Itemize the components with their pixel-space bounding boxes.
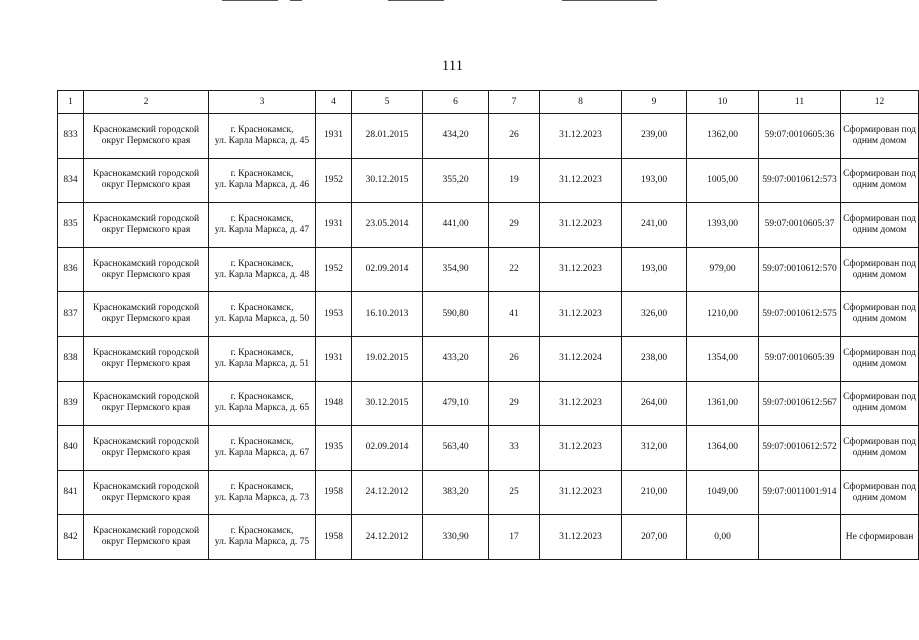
row-number-cell: 834: [58, 158, 84, 203]
address-city: г. Краснокамск,: [230, 169, 294, 180]
address-cell: [209, 515, 316, 560]
cadastral-number-cell: 59:07:0011001:914: [759, 470, 841, 515]
scan-artifact-line: [222, 0, 278, 1]
address-cell: [209, 114, 316, 159]
address-cell: [209, 336, 316, 381]
count-cell: 29: [489, 381, 540, 426]
address-cell: [209, 158, 316, 203]
table-row: [58, 203, 919, 248]
count-cell: 17: [489, 515, 540, 560]
row-number-cell: 840: [58, 426, 84, 471]
value-cell: 238,00: [622, 336, 687, 381]
value-cell: 312,00: [622, 426, 687, 471]
address-cell: [209, 247, 316, 292]
date-cell: 19.02.2015: [352, 336, 423, 381]
row-number-cell: 836: [58, 247, 84, 292]
table-row: [58, 470, 919, 515]
value-cell: 0,00: [687, 515, 759, 560]
date-cell: 02.09.2014: [352, 426, 423, 471]
row-number-cell: 835: [58, 203, 84, 248]
year-built-cell: 1935: [316, 426, 352, 471]
deadline-cell: 31.12.2023: [540, 247, 622, 292]
value-cell: 326,00: [622, 292, 687, 337]
date-cell: 30.12.2015: [352, 381, 423, 426]
cadastral-number-cell: 59:07:0010605:36: [759, 114, 841, 159]
address-cell: [209, 203, 316, 248]
deadline-cell: 31.12.2024: [540, 336, 622, 381]
table-row: [58, 426, 919, 471]
cadastral-number-cell: 59:07:0010612:570: [759, 247, 841, 292]
date-cell: 02.09.2014: [352, 247, 423, 292]
table-header-row: [58, 91, 919, 114]
value-cell: 210,00: [622, 470, 687, 515]
column-header-5: 5: [352, 91, 423, 114]
address-city: г. Краснокамск,: [230, 124, 294, 135]
deadline-cell: 31.12.2023: [540, 203, 622, 248]
count-cell: 33: [489, 426, 540, 471]
column-header-10: 10: [687, 91, 759, 114]
year-built-cell: 1958: [316, 515, 352, 560]
value-cell: 1210,00: [687, 292, 759, 337]
address-city: г. Краснокамск,: [230, 526, 294, 537]
address-cell: [209, 381, 316, 426]
scan-artifact-line: [562, 0, 657, 1]
cadastral-number-cell: 59:07:0010612:575: [759, 292, 841, 337]
registry-table: [57, 90, 919, 560]
organization-cell: Краснокамский городской округ Пермского края: [84, 247, 209, 292]
table-row: [58, 336, 919, 381]
value-cell: 264,00: [622, 381, 687, 426]
cadastral-number-cell: 59:07:0010605:37: [759, 203, 841, 248]
status-cell: Сформирован под одним домом: [841, 381, 919, 426]
date-cell: 16.10.2013: [352, 292, 423, 337]
address-city: г. Краснокамск,: [230, 481, 294, 492]
address-street: ул. Карла Маркса, д. 50: [214, 314, 310, 325]
area-cell: 434,20: [423, 114, 489, 159]
value-cell: 239,00: [622, 114, 687, 159]
column-header-2: 2: [84, 91, 209, 114]
organization-cell: Краснокамский городской округ Пермского края: [84, 515, 209, 560]
table-body: [58, 114, 919, 560]
year-built-cell: 1931: [316, 114, 352, 159]
deadline-cell: 31.12.2023: [540, 381, 622, 426]
address-city: г. Краснокамск,: [230, 392, 294, 403]
area-cell: 383,20: [423, 470, 489, 515]
address-street: ул. Карла Маркса, д. 65: [214, 403, 310, 414]
scan-artifact-line: [388, 0, 444, 1]
area-cell: 590,80: [423, 292, 489, 337]
value-cell: 207,00: [622, 515, 687, 560]
date-cell: 24.12.2012: [352, 470, 423, 515]
value-cell: 193,00: [622, 247, 687, 292]
count-cell: 29: [489, 203, 540, 248]
count-cell: 26: [489, 336, 540, 381]
area-cell: 563,40: [423, 426, 489, 471]
year-built-cell: 1953: [316, 292, 352, 337]
column-header-7: 7: [489, 91, 540, 114]
year-built-cell: 1931: [316, 203, 352, 248]
value-cell: 979,00: [687, 247, 759, 292]
address-street: ул. Карла Маркса, д. 51: [214, 358, 310, 369]
year-built-cell: 1952: [316, 247, 352, 292]
value-cell: 1393,00: [687, 203, 759, 248]
table-row: [58, 158, 919, 203]
address-cell: [209, 292, 316, 337]
column-header-3: 3: [209, 91, 316, 114]
year-built-cell: 1958: [316, 470, 352, 515]
deadline-cell: 31.12.2023: [540, 158, 622, 203]
address-city: г. Краснокамск,: [230, 436, 294, 447]
value-cell: 241,00: [622, 203, 687, 248]
status-cell: Сформирован под одним домом: [841, 114, 919, 159]
organization-cell: Краснокамский городской округ Пермского края: [84, 470, 209, 515]
table-row: [58, 381, 919, 426]
organization-cell: Краснокамский городской округ Пермского края: [84, 336, 209, 381]
column-header-1: 1: [58, 91, 84, 114]
cadastral-number-cell: 59:07:0010605:39: [759, 336, 841, 381]
value-cell: 193,00: [622, 158, 687, 203]
value-cell: 1361,00: [687, 381, 759, 426]
date-cell: 28.01.2015: [352, 114, 423, 159]
status-cell: Сформирован под одним домом: [841, 426, 919, 471]
deadline-cell: 31.12.2023: [540, 426, 622, 471]
status-cell: Сформирован под одним домом: [841, 247, 919, 292]
date-cell: 24.12.2012: [352, 515, 423, 560]
table-row: [58, 114, 919, 159]
count-cell: 19: [489, 158, 540, 203]
row-number-cell: 837: [58, 292, 84, 337]
organization-cell: Краснокамский городской округ Пермского края: [84, 292, 209, 337]
value-cell: 1362,00: [687, 114, 759, 159]
organization-cell: Краснокамский городской округ Пермского края: [84, 203, 209, 248]
table-row: [58, 515, 919, 560]
date-cell: 23.05.2014: [352, 203, 423, 248]
deadline-cell: 31.12.2023: [540, 470, 622, 515]
organization-cell: Краснокамский городской округ Пермского края: [84, 426, 209, 471]
deadline-cell: 31.12.2023: [540, 292, 622, 337]
count-cell: 26: [489, 114, 540, 159]
area-cell: 433,20: [423, 336, 489, 381]
status-cell: Сформирован под одним домом: [841, 336, 919, 381]
row-number-cell: 839: [58, 381, 84, 426]
address-street: ул. Карла Маркса, д. 73: [214, 492, 310, 503]
year-built-cell: 1948: [316, 381, 352, 426]
year-built-cell: 1952: [316, 158, 352, 203]
address-city: г. Краснокамск,: [230, 303, 294, 314]
address-street: ул. Карла Маркса, д. 48: [214, 269, 310, 280]
cadastral-number-cell: [759, 515, 841, 560]
value-cell: 1354,00: [687, 336, 759, 381]
organization-cell: Краснокамский городской округ Пермского края: [84, 381, 209, 426]
organization-cell: Краснокамский городской округ Пермского края: [84, 114, 209, 159]
status-cell: Сформирован под одним домом: [841, 470, 919, 515]
count-cell: 25: [489, 470, 540, 515]
address-street: ул. Карла Маркса, д. 46: [214, 180, 310, 191]
address-city: г. Краснокамск,: [230, 258, 294, 269]
value-cell: 1005,00: [687, 158, 759, 203]
column-header-6: 6: [423, 91, 489, 114]
column-header-4: 4: [316, 91, 352, 114]
cadastral-number-cell: 59:07:0010612:567: [759, 381, 841, 426]
status-cell: Не сформирован: [841, 515, 919, 560]
area-cell: 355,20: [423, 158, 489, 203]
column-header-11: 11: [759, 91, 841, 114]
address-street: ул. Карла Маркса, д. 67: [214, 447, 310, 458]
status-cell: Сформирован под одним домом: [841, 203, 919, 248]
column-header-8: 8: [540, 91, 622, 114]
area-cell: 354,90: [423, 247, 489, 292]
row-number-cell: 838: [58, 336, 84, 381]
address-street: ул. Карла Маркса, д. 75: [214, 537, 310, 548]
organization-cell: Краснокамский городской округ Пермского края: [84, 158, 209, 203]
value-cell: 1049,00: [687, 470, 759, 515]
cadastral-number-cell: 59:07:0010612:573: [759, 158, 841, 203]
deadline-cell: 31.12.2023: [540, 114, 622, 159]
table-row: [58, 247, 919, 292]
address-city: г. Краснокамск,: [230, 347, 294, 358]
address-cell: [209, 470, 316, 515]
address-street: ул. Карла Маркса, д. 45: [214, 135, 310, 146]
deadline-cell: 31.12.2023: [540, 515, 622, 560]
page-number: 111: [441, 58, 464, 74]
year-built-cell: 1931: [316, 336, 352, 381]
status-cell: Сформирован под одним домом: [841, 292, 919, 337]
column-header-12: 12: [841, 91, 919, 114]
count-cell: 41: [489, 292, 540, 337]
cadastral-number-cell: 59:07:0010612:572: [759, 426, 841, 471]
date-cell: 30.12.2015: [352, 158, 423, 203]
address-city: г. Краснокамск,: [230, 213, 294, 224]
table-row: [58, 292, 919, 337]
address-street: ул. Карла Маркса, д. 47: [214, 224, 310, 235]
address-cell: [209, 426, 316, 471]
column-header-9: 9: [622, 91, 687, 114]
row-number-cell: 833: [58, 114, 84, 159]
status-cell: Сформирован под одним домом: [841, 158, 919, 203]
count-cell: 22: [489, 247, 540, 292]
row-number-cell: 842: [58, 515, 84, 560]
area-cell: 441,00: [423, 203, 489, 248]
area-cell: 330,90: [423, 515, 489, 560]
area-cell: 479,10: [423, 381, 489, 426]
scan-artifact-line: [290, 0, 302, 1]
row-number-cell: 841: [58, 470, 84, 515]
value-cell: 1364,00: [687, 426, 759, 471]
